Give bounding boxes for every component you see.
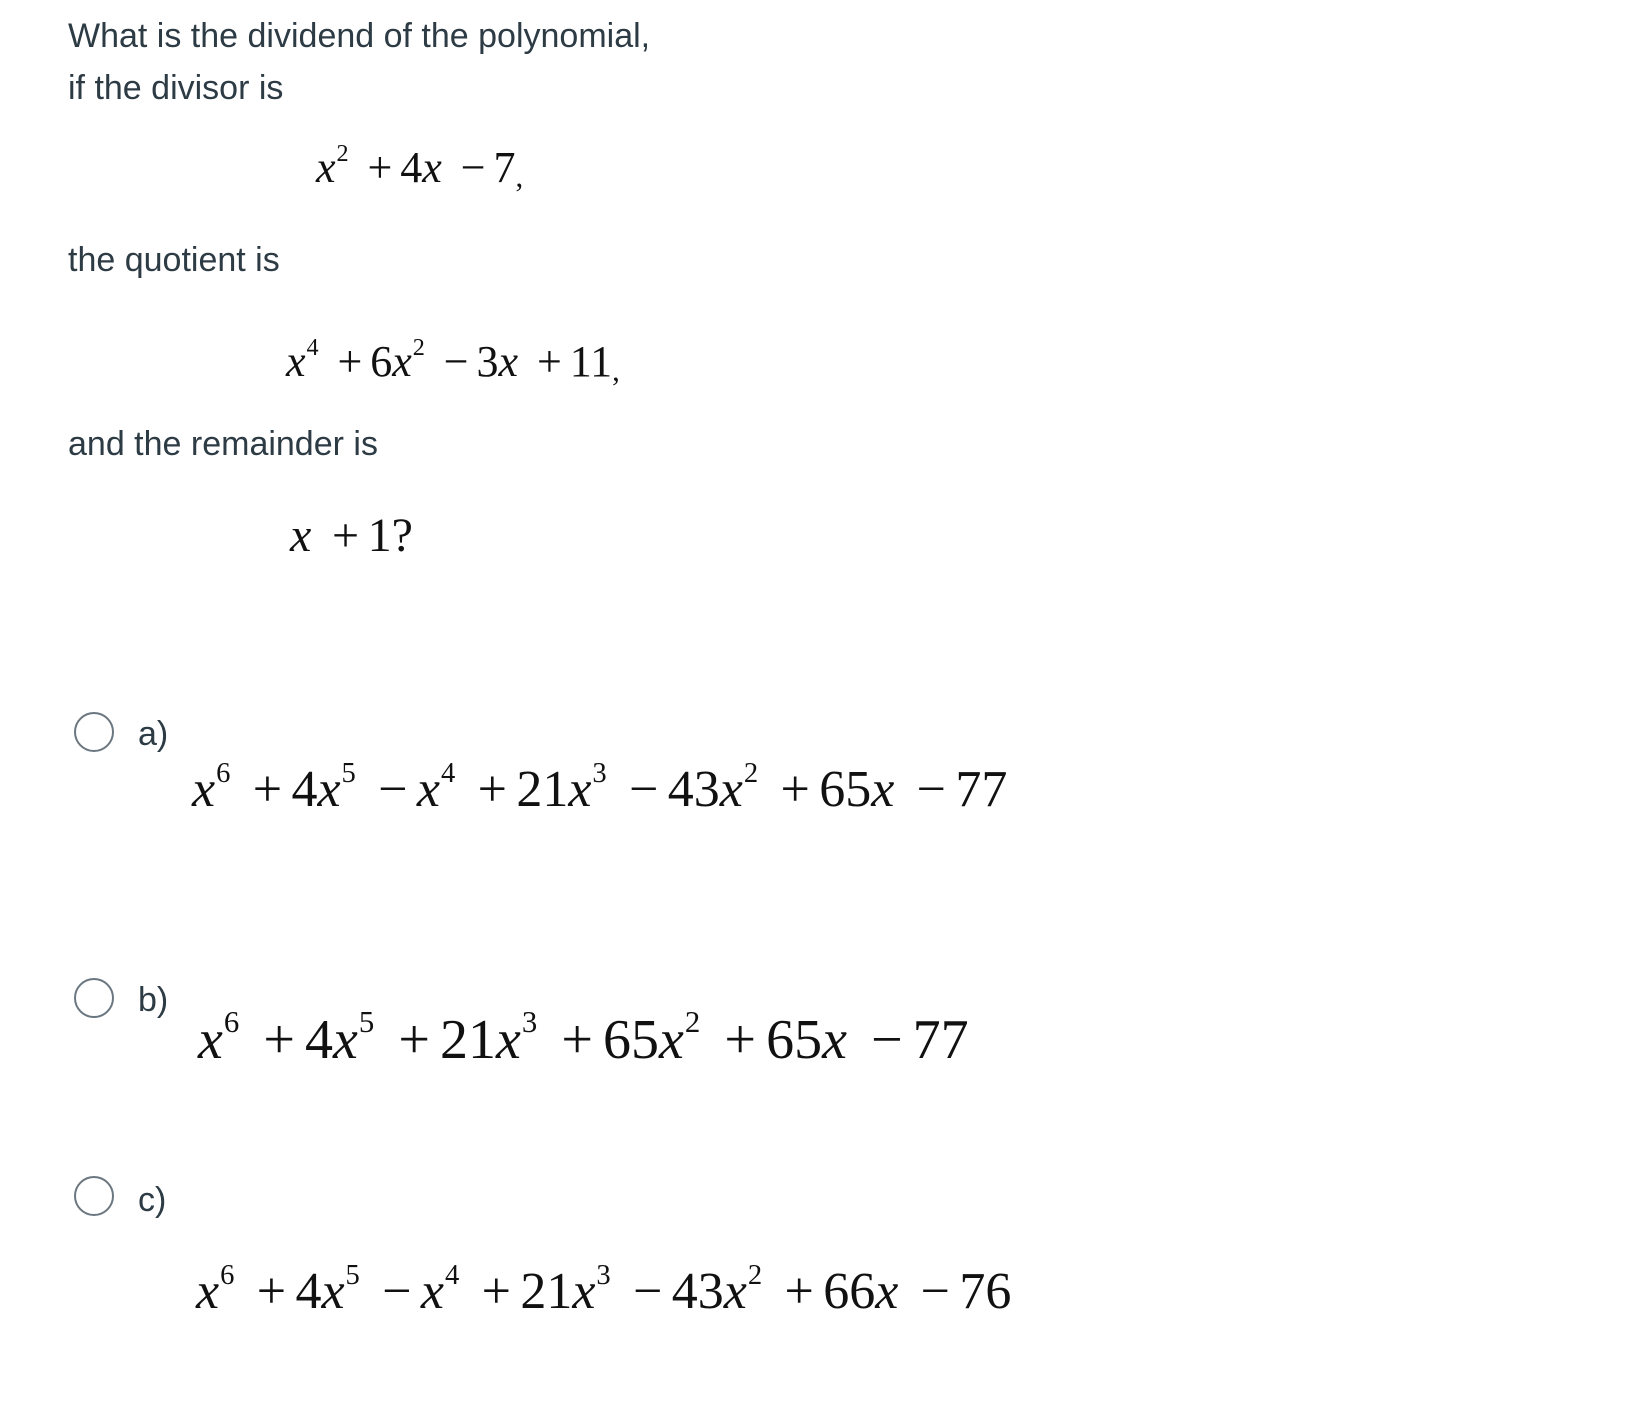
divisor-coef-2: 4 (400, 143, 423, 192)
option-a-var-3: x (416, 761, 440, 818)
remainder-const: 1 (367, 509, 392, 562)
quotient-coef-3: 3 (476, 337, 499, 386)
option-b-op-4: + (724, 1009, 756, 1071)
option-c-exp-2: 5 (345, 1259, 360, 1291)
remainder-op: + (331, 509, 360, 562)
option-b-var-2: x (333, 1009, 358, 1071)
option-b-var-3: x (496, 1009, 521, 1071)
option-c-op-5: + (784, 1263, 814, 1320)
option-c-var-1: x (196, 1263, 220, 1320)
option-a-var-1: x (192, 761, 216, 818)
option-a-exp-2: 5 (341, 757, 356, 789)
divisor-term-1: x (316, 143, 336, 192)
option-a-op-2: − (378, 761, 408, 818)
divisor-op-2: − (460, 143, 486, 192)
option-b-exp-1: 6 (223, 1004, 240, 1039)
option-b-coef-5: 65 (766, 1009, 823, 1071)
option-b-op-3: + (561, 1009, 593, 1071)
quotient-exp-1: 4 (306, 334, 319, 362)
option-a-op-1: + (252, 761, 283, 818)
question-line-1: What is the dividend of the polynomial, (68, 17, 651, 55)
option-c-const: 76 (959, 1263, 1012, 1320)
option-c-coef-2: 4 (295, 1263, 322, 1320)
option-a-exp-1: 6 (216, 757, 231, 789)
quotient-const: 11 (569, 337, 613, 386)
divisor-end: , (515, 159, 524, 194)
option-c-op-6: − (920, 1263, 950, 1320)
quotient-expression (286, 334, 620, 388)
option-b-label[interactable]: b) (138, 981, 169, 1019)
option-b-radio[interactable] (74, 978, 114, 1018)
quotient-var-2: x (392, 337, 412, 386)
option-c-label[interactable]: c) (138, 1181, 167, 1219)
option-c-op-4: − (633, 1263, 663, 1320)
option-b-op-2: + (398, 1009, 430, 1071)
option-b-var-4: x (659, 1009, 684, 1071)
option-a-label[interactable]: a) (138, 715, 169, 753)
option-a-exp-4: 3 (592, 757, 607, 789)
option-c-op-1: + (256, 1263, 287, 1320)
option-c-var-6: x (875, 1263, 899, 1320)
option-c-op-2: − (382, 1263, 412, 1320)
quotient-exp-2: 2 (412, 334, 425, 362)
option-a-var-6: x (871, 761, 895, 818)
question-line-2: if the divisor is (68, 69, 284, 107)
remainder-expression (290, 509, 413, 562)
option-a-exp-5: 2 (743, 757, 759, 789)
option-a-expression[interactable] (192, 757, 1008, 818)
option-c-op-3: + (481, 1263, 511, 1320)
option-a-op-3: + (477, 761, 507, 818)
option-a-var-2: x (317, 761, 341, 818)
option-a-radio[interactable] (74, 712, 114, 752)
quotient-intro: the quotient is (68, 241, 280, 279)
option-c-var-2: x (321, 1263, 345, 1320)
option-b-var-5: x (822, 1009, 847, 1071)
option-b-const: 77 (912, 1009, 969, 1071)
option-b-expression[interactable] (198, 1004, 969, 1071)
option-b-op-1: + (263, 1009, 295, 1071)
option-b-var-1: x (198, 1009, 223, 1071)
option-b-exp-4: 2 (684, 1004, 701, 1039)
option-c-var-4: x (572, 1263, 596, 1320)
quotient-op-3: + (536, 337, 562, 386)
quotient-op-2: − (443, 337, 469, 386)
option-a-const: 77 (955, 761, 1008, 818)
option-a-var-5: x (719, 761, 743, 818)
option-c-expression[interactable] (196, 1259, 1012, 1320)
option-c-coef-6: 66 (823, 1263, 876, 1320)
divisor-var-2: x (422, 143, 442, 192)
option-c-exp-5: 2 (747, 1259, 763, 1291)
option-c-coef-5: 43 (671, 1263, 724, 1320)
option-c-var-5: x (723, 1263, 747, 1320)
option-a-coef-2: 4 (291, 761, 318, 818)
quotient-var-3: x (498, 337, 519, 386)
option-b-exp-2: 5 (358, 1004, 375, 1039)
divisor-expression (316, 140, 524, 194)
option-b-coef-3: 21 (440, 1009, 497, 1071)
option-a-coef-6: 65 (819, 761, 872, 818)
quotient-var-1: x (286, 337, 306, 386)
option-c-exp-3: 4 (444, 1259, 460, 1291)
option-c-radio[interactable] (74, 1176, 114, 1216)
option-a-coef-4: 21 (516, 761, 569, 818)
option-b-exp-3: 3 (521, 1004, 538, 1039)
option-c-exp-1: 6 (220, 1259, 235, 1291)
option-b-coef-2: 4 (305, 1009, 334, 1071)
option-a-op-6: − (916, 761, 946, 818)
option-c-var-3: x (420, 1263, 444, 1320)
option-a-exp-3: 4 (440, 757, 456, 789)
option-a-var-4: x (568, 761, 592, 818)
divisor-exp-1: 2 (336, 140, 349, 168)
option-a-op-4: − (629, 761, 659, 818)
quotient-coef-2: 6 (370, 337, 393, 386)
divisor-const: 7 (493, 143, 516, 192)
quotient-end: , (612, 353, 620, 388)
option-c-coef-4: 21 (520, 1263, 573, 1320)
option-a-op-5: + (780, 761, 810, 818)
remainder-intro: and the remainder is (68, 425, 378, 463)
option-c-exp-4: 3 (596, 1259, 611, 1291)
option-a-coef-5: 43 (667, 761, 720, 818)
quotient-op-1: + (337, 337, 363, 386)
remainder-var: x (290, 509, 312, 562)
remainder-end: ? (391, 509, 413, 562)
option-b-coef-4: 65 (603, 1009, 660, 1071)
option-b-op-5: − (871, 1009, 903, 1071)
divisor-op-1: + (367, 143, 393, 192)
